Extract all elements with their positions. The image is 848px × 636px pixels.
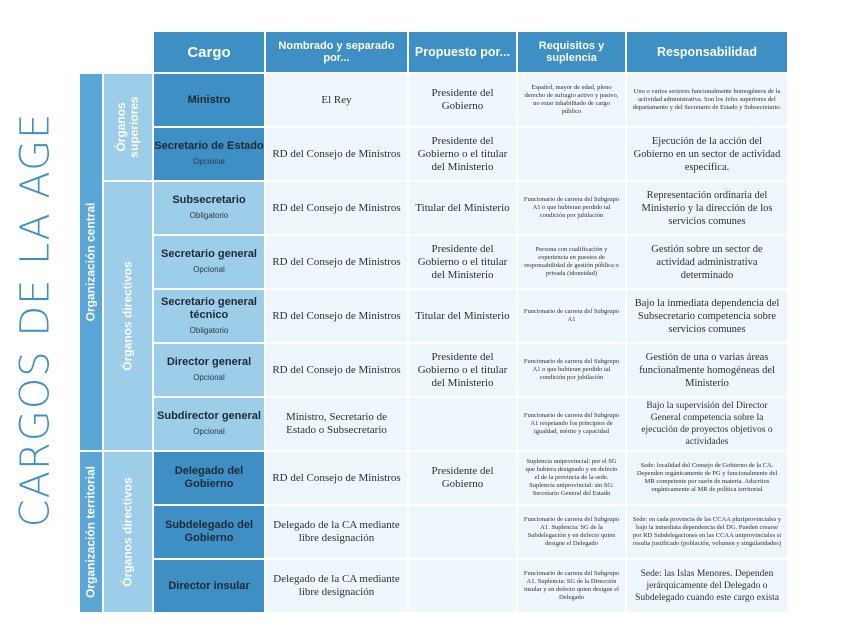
responsabilidad-cell: Sede: localidad del Consejo de Gobierno de la CA. Dependen orgánicamente de PG y funcionalmente del MR competente por razón de materia. Adscritos orgánicamente al MR de política territorial <box>627 452 787 504</box>
group-organizacion-central-label: Organización central <box>83 202 98 322</box>
header-propuesto: Propuesto por... <box>409 32 516 72</box>
cargo-requirement: Obligatorio <box>189 211 229 220</box>
cargo-requirement: Opcional <box>193 265 225 274</box>
responsabilidad-cell: Representación ordinaria del Ministerio y la dirección de los servicios comunes <box>627 182 787 234</box>
requisitos-cell: Persona con cualificación y experiencia en puestos de responsabilidad de gestión pública o privada (idoneidad) <box>518 236 625 288</box>
requisitos-cell: Funcionario de carrera del Subgrupo A1 respetando los principios de igualdad, mérito y capacidad <box>518 398 625 450</box>
responsabilidad-cell: Bajo la supervisión del Director General competencia sobre la ejecución de proyectos objetivos o actividades <box>627 398 787 450</box>
cargo-name: Subsecretario <box>172 194 246 206</box>
group-organos-directivos-territorial-label: Órganos directivos <box>120 477 135 587</box>
requisitos-cell: Funcionario de carrera del Subgrupo A1 o que hubieran perdido tal condición por jubilación <box>518 344 625 396</box>
header-cargo: Cargo <box>154 32 264 72</box>
nombrado-cell: RD del Consejo de Ministros <box>266 182 407 234</box>
header-nombrado: Nombrado y separado por... <box>266 32 407 72</box>
cargo-cell <box>154 128 264 180</box>
responsabilidad-cell: Gestión de una o varias áreas funcionalmente homogéneas del Ministerio <box>627 344 787 396</box>
propuesto-cell: Presidente del Gobierno <box>409 452 516 504</box>
header-blank-1 <box>80 32 102 72</box>
requisitos-cell <box>518 128 625 180</box>
propuesto-cell: Presidente del Gobierno o el titular del Ministerio <box>409 128 516 180</box>
nombrado-cell: RD del Consejo de Ministros <box>266 290 407 342</box>
header-requisitos: Requisitos y suplencia <box>518 32 625 72</box>
group-organizacion-central <box>80 74 102 450</box>
responsabilidad-cell: Bajo la inmediata dependencia del Subsecretario competencia sobre servicios comunes <box>627 290 787 342</box>
group-organos-directivos-label: Órganos directivos <box>120 261 135 371</box>
nombrado-cell: Ministro, Secretario de Estado o Subsecretario <box>266 398 407 450</box>
cargo-requirement: Obligatorio <box>189 325 229 335</box>
cargo-requirement: Opcional <box>193 373 225 382</box>
propuesto-cell: Presidente del Gobierno <box>409 74 516 126</box>
cargo-name: Secretario de Estado <box>154 140 264 152</box>
requisitos-cell: Funcionario de carrera del Subgrupo A1. Suplencia: SG de la Dirección insular y en defecto quien designe el Delegado <box>518 560 625 612</box>
header-blank-2 <box>104 32 152 72</box>
cargo-name: Subdirector general <box>157 410 261 422</box>
cargo-cell <box>154 506 264 558</box>
cargo-requirement: Opcional <box>193 427 225 436</box>
propuesto-cell: Presidente del Gobierno o el titular del Ministerio <box>409 344 516 396</box>
cargo-name: Director general <box>166 356 252 368</box>
nombrado-cell: RD del Consejo de Ministros <box>266 236 407 288</box>
requisitos-cell: Español, mayor de edad, pleno derecho de sufragio activo y pasivo, no estar inhabilitado de cargo público <box>518 74 625 126</box>
responsabilidad-cell: Ejecución de la acción del Gobierno en un sector de actividad específica. <box>627 128 787 180</box>
propuesto-cell: Presidente del Gobierno o el titular del Ministerio <box>409 236 516 288</box>
nombrado-cell: RD del Consejo de Ministros <box>266 452 407 504</box>
nombrado-cell: Delegado de la CA mediante libre designación <box>266 560 407 612</box>
cargo-cell <box>154 560 264 612</box>
cargo-name: Delegado del Gobierno <box>174 465 244 490</box>
group-organos-directivos-territorial <box>104 452 152 612</box>
header-responsabilidad: Responsabilidad <box>627 32 787 72</box>
cargo-requirement: Opcional <box>193 157 225 166</box>
group-organos-superiores <box>104 74 152 180</box>
responsabilidad-cell: Uno o varios sectores funcionalmente homogéneos de la actividad administrativa. Son los Jefes superiores del departamento y del Secretario de Estado y Subsecretario. <box>627 74 787 126</box>
nombrado-cell: RD del Consejo de Ministros <box>266 128 407 180</box>
nombrado-cell: RD del Consejo de Ministros <box>266 344 407 396</box>
cargo-name: Subdelegado del Gobierno <box>164 519 253 544</box>
cargo-cell <box>154 236 264 288</box>
requisitos-cell: Funcionario de carrera del Subgrupo A1. Suplencia: SG de la Subdelegación y en defecto quien designe el Delegado <box>518 506 625 558</box>
cargo-name: Secretario general técnico <box>161 295 257 321</box>
requisitos-cell: Funcionario de carrera del Subgrupo A1 <box>518 290 625 342</box>
group-organos-superiores-label: Órganos superiores <box>114 96 141 158</box>
nombrado-cell: El Rey <box>266 74 407 126</box>
propuesto-cell: Titular del Ministerio <box>409 290 516 342</box>
propuesto-cell: Titular del Ministerio <box>409 182 516 234</box>
cargo-cell <box>154 182 264 234</box>
cargo-name: Director insular <box>168 579 250 592</box>
cargo-name: Ministro <box>187 93 231 106</box>
propuesto-cell <box>409 398 516 450</box>
group-organizacion-territorial <box>80 452 102 612</box>
cargo-cell <box>154 344 264 396</box>
responsabilidad-cell: Gestión sobre un sector de actividad administrativa determinado <box>627 236 787 288</box>
cargo-cell <box>154 452 264 504</box>
page-title <box>0 60 70 580</box>
cargo-cell <box>154 398 264 450</box>
nombrado-cell: Delegado de la CA mediante libre designación <box>266 506 407 558</box>
cargos-table <box>78 30 789 614</box>
group-organizacion-territorial-label: Organización territorial <box>83 465 98 599</box>
cargo-name: Secretario general <box>161 248 257 260</box>
requisitos-cell: Funcionario de carrera del Subgrupo A1 o que hubieran perdido tal condición por jubilación <box>518 182 625 234</box>
cargo-cell <box>154 290 264 342</box>
responsabilidad-cell: Sede: en cada provincia de las CCAA pluriprovinciales y bajo la inmediata dependencia del DG. Pueden crearse por RD Subdelegaciones en las CCAA uniprovinciales si resulta justificado (población, volumen y singularidades) <box>627 506 787 558</box>
requisitos-cell: Suplencia uniprovincial: por el SG que hubiera designado y en defecto el de la provincia de la sede. Suplencia uniprovincial: sin SG: Secretario General del Estado <box>518 452 625 504</box>
responsabilidad-cell: Sede: las Islas Menores. Dependen jerárquicamente del Delegado o Subdelegado cuando este cargo exista <box>627 560 787 612</box>
propuesto-cell <box>409 560 516 612</box>
propuesto-cell <box>409 506 516 558</box>
page-title-text: CARGOS DE LA AGE <box>12 112 59 528</box>
group-organos-directivos <box>104 182 152 450</box>
cargo-cell <box>154 74 264 126</box>
